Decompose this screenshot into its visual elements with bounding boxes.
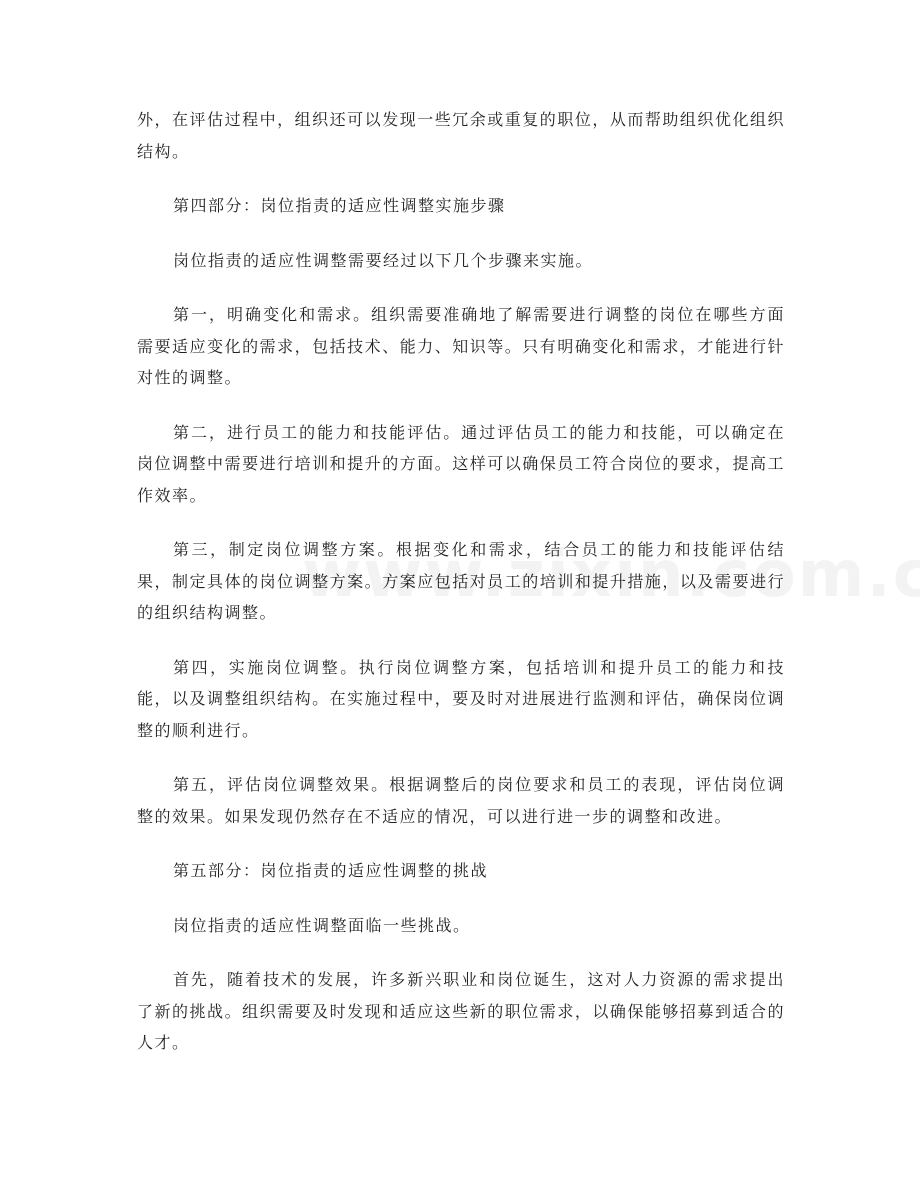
paragraph-step-three: 第三，制定岗位调整方案。根据变化和需求，结合员工的能力和技能评估结果，制定具体的岗位调整方案。方案应包括对员工的培训和提升措施，以及需要进行的组织结构调整。: [137, 540, 785, 622]
paragraph-intro-steps: 岗位指责的适应性调整需要经过以下几个步骤来实施。: [173, 250, 594, 270]
paragraph-step-two: 第二，进行员工的能力和技能评估。通过评估员工的能力和技能，可以确定在岗位调整中需要进行培训和提升的方面。这样可以确保员工符合岗位的要求，提高工作效率。: [137, 422, 785, 505]
paragraph-step-five: 第五，评估岗位调整效果。根据调整后的岗位要求和员工的表现，评估岗位调整的效果。如果发现仍然存在不适应的情况，可以进行进一步的调整和改进。: [137, 775, 785, 826]
paragraph-challenge-first: 首先，随着技术的发展，许多新兴职业和岗位诞生，这对人力资源的需求提出了新的挑战。组织需要及时发现和适应这些新的职位需求，以确保能够招募到适合的人才。: [137, 970, 785, 1052]
section-heading-part-five: 第五部分：岗位指责的适应性调整的挑战: [173, 861, 489, 880]
section-heading-part-four: 第四部分：岗位指责的适应性调整实施步骤: [173, 196, 506, 215]
paragraph-continuation: 外，在评估过程中，组织还可以发现一些冗余或重复的职位，从而帮助组织优化组织结构。: [137, 110, 785, 161]
paragraph-step-four: 第四，实施岗位调整。执行岗位调整方案，包括培训和提升员工的能力和技能，以及调整组织结构。在实施过程中，要及时对进展进行监测和评估，确保岗位调整的顺利进行。: [137, 657, 785, 740]
document-body: [137, 104, 785, 1082]
paragraph-step-one: 第一，明确变化和需求。组织需要准确地了解需要进行调整的岗位在哪些方面需要适应变化的需求，包括技术、能力、知识等。只有明确变化和需求，才能进行针对性的调整。: [137, 305, 785, 387]
paragraph-challenges-intro: 岗位指责的适应性调整面临一些挑战。: [173, 915, 471, 935]
